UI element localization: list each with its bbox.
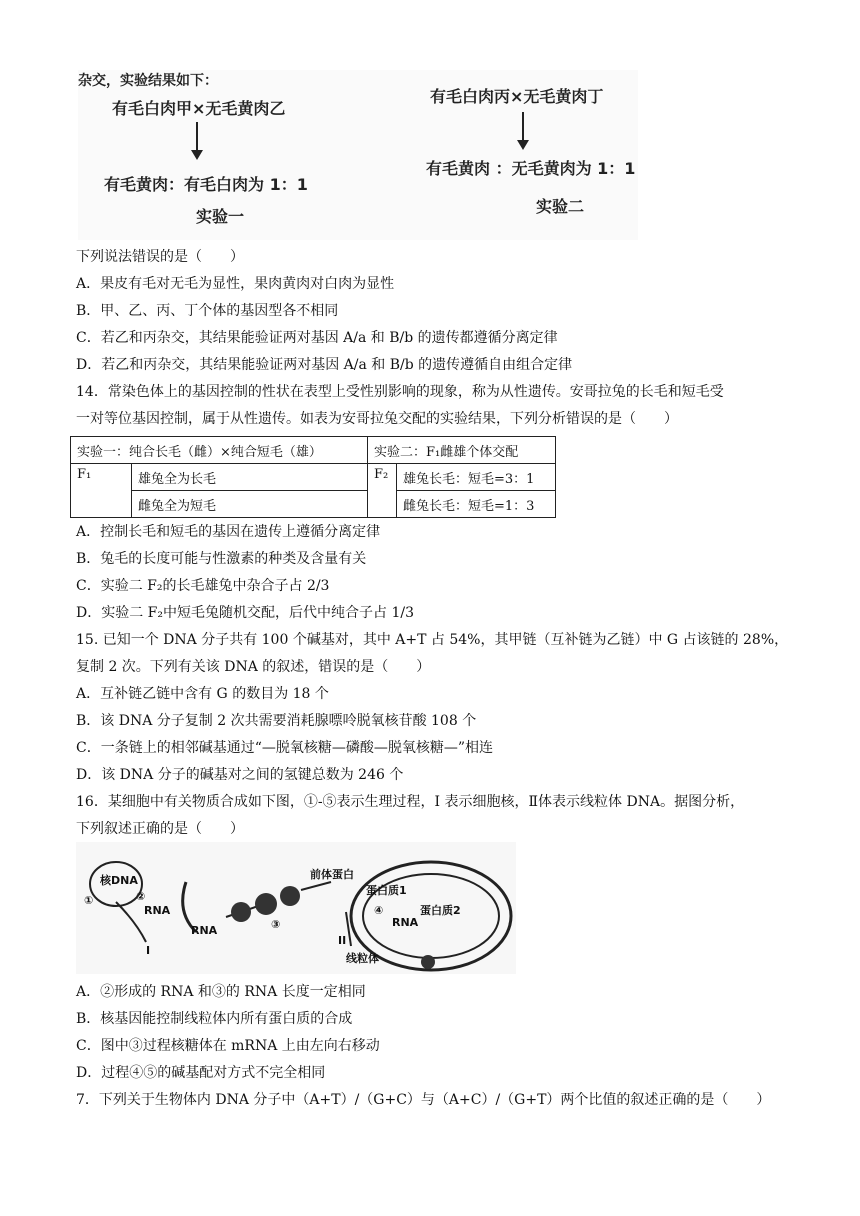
q15-stem-line1: 15. 已知一个 DNA 分子共有 100 个碱基对，其中 A+T 占 54%，其甲链（互补链为乙链）中 G 占该链的 28%， — [76, 632, 789, 648]
q13-option-c: C．若乙和丙杂交，其结果能验证两对基因 A/a 和 B/b 的遗传都遵循分离定律 — [76, 330, 558, 346]
q15-option-a: A．互补链乙链中含有 G 的数目为 18 个 — [76, 686, 329, 702]
table-f2: F₂ — [368, 464, 397, 518]
table-f2-female: 雌兔长毛：短毛=1：3 — [397, 491, 556, 518]
label-rna2: RNA — [191, 924, 218, 937]
q13-option-b: B．甲、乙、丙、丁个体的基因型各不相同 — [76, 303, 339, 319]
label-c3: ③ — [271, 918, 281, 931]
table-f1: F₁ — [71, 464, 132, 518]
exp2-cross: 有毛白肉丙×无毛黄肉丁 — [430, 87, 604, 106]
q13-option-d: D．若乙和丙杂交，其结果能验证两对基因 A/a 和 B/b 的遗传遵循自由组合定律 — [76, 357, 573, 373]
q13-stem: 下列说法错误的是（ ） — [76, 249, 244, 265]
q14-stem-line2: 一对等位基因控制，属于从性遗传。如表为安哥拉兔交配的实验结果，下列分析错误的是（ ） — [76, 411, 678, 427]
rabbit-table — [70, 436, 556, 518]
label-rna3: RNA — [392, 916, 419, 929]
exp2-label: 实验二 — [536, 197, 585, 216]
exp1-cross: 有毛白肉甲×无毛黄肉乙 — [112, 99, 286, 118]
label-rna1: RNA — [144, 904, 171, 917]
ribosome-1 — [231, 902, 251, 922]
exp1-label: 实验一 — [196, 207, 245, 226]
label-protein2: 蛋白质2 — [420, 904, 461, 917]
q14-option-c: C．实验二 F₂的长毛雄兔中杂合子占 2/3 — [76, 578, 330, 594]
q13-option-a: A．果皮有毛对无毛为显性，果肉黄肉对白肉为显性 — [76, 276, 395, 292]
label-precursor: 前体蛋白 — [310, 868, 354, 881]
q14-option-a: A．控制长毛和短毛的基因在遗传上遵循分离定律 — [76, 524, 381, 540]
q17-stem: 7．下列关于生物体内 DNA 分子中（A+T）/（G+C）与（A+C）/（G+T）两个比值的叙述正确的是（ ） — [76, 1092, 771, 1108]
q15-stem-line2: 复制 2 次。下列有关该 DNA 的叙述，错误的是（ ） — [76, 659, 431, 675]
q16-stem-line2: 下列叙述正确的是（ ） — [76, 821, 244, 837]
label-protein1: 蛋白质1 — [366, 884, 407, 897]
label-mito: 线粒体 — [346, 952, 379, 965]
q16-stem-line1: 16．某细胞中有关物质合成如下图，①-⑤表示生理过程，I 表示细胞核，Ⅱ体表示线粒体 DNA。据图分析， — [76, 794, 745, 810]
table-exp2-head: 实验二：F₁雌雄个体交配 — [368, 437, 556, 464]
label-roman2: II — [338, 934, 347, 947]
table-exp1-head: 实验一：纯合长毛（雌）×纯合短毛（雄） — [71, 437, 368, 464]
q14-option-b: B．兔毛的长度可能与性激素的种类及含量有关 — [76, 551, 367, 567]
exp2-arrow — [522, 112, 524, 142]
ribosome-3 — [280, 886, 300, 906]
label-c4: ④ — [374, 904, 384, 917]
exp1-result: 有毛黄肉：有毛白肉为 1：1 — [104, 175, 308, 194]
table-f1-female: 雌兔全为短毛 — [132, 491, 368, 518]
q16-option-a: A．②形成的 RNA 和③的 RNA 长度一定相同 — [76, 984, 366, 1000]
label-c1: ① — [84, 894, 94, 907]
exp1-arrow — [196, 122, 198, 152]
table-f2-male: 雄兔长毛：短毛=3：1 — [397, 464, 556, 491]
cell-diagram — [76, 842, 516, 974]
q16-option-c: C．图中③过程核糖体在 mRNA 上由左向右移动 — [76, 1038, 380, 1054]
q14-stem-line1: 14．常染色体上的基因控制的性状在表型上受性别影响的现象，称为从性遗传。安哥拉兔的长毛和短毛受 — [76, 384, 724, 400]
label-nuc-dna: 核DNA — [100, 874, 138, 887]
q16-option-d: D．过程④⑤的碱基配对方式不完全相同 — [76, 1065, 326, 1081]
q15-option-d: D．该 DNA 分子的碱基对之间的氢键总数为 246 个 — [76, 767, 404, 783]
q16-option-b: B．核基因能控制线粒体内所有蛋白质的合成 — [76, 1011, 353, 1027]
label-c2: ② — [136, 890, 146, 903]
figure-header: 杂交，实验结果如下： — [78, 73, 218, 89]
ribosome-2 — [255, 893, 277, 915]
q15-option-b: B．该 DNA 分子复制 2 次共需要消耗腺嘌呤脱氧核苷酸 108 个 — [76, 713, 477, 729]
label-roman1: I — [146, 944, 151, 957]
q15-option-c: C．一条链上的相邻碱基通过“—脱氧核糖—磷酸—脱氧核糖—”相连 — [76, 740, 494, 756]
q14-option-d: D．实验二 F₂中短毛兔随机交配，后代中纯合子占 1/3 — [76, 605, 414, 621]
mito-ribosome — [421, 955, 435, 969]
exp2-result: 有毛黄肉 ：无毛黄肉为 1：1 — [426, 159, 636, 178]
table-f1-male: 雄兔全为长毛 — [132, 464, 368, 491]
